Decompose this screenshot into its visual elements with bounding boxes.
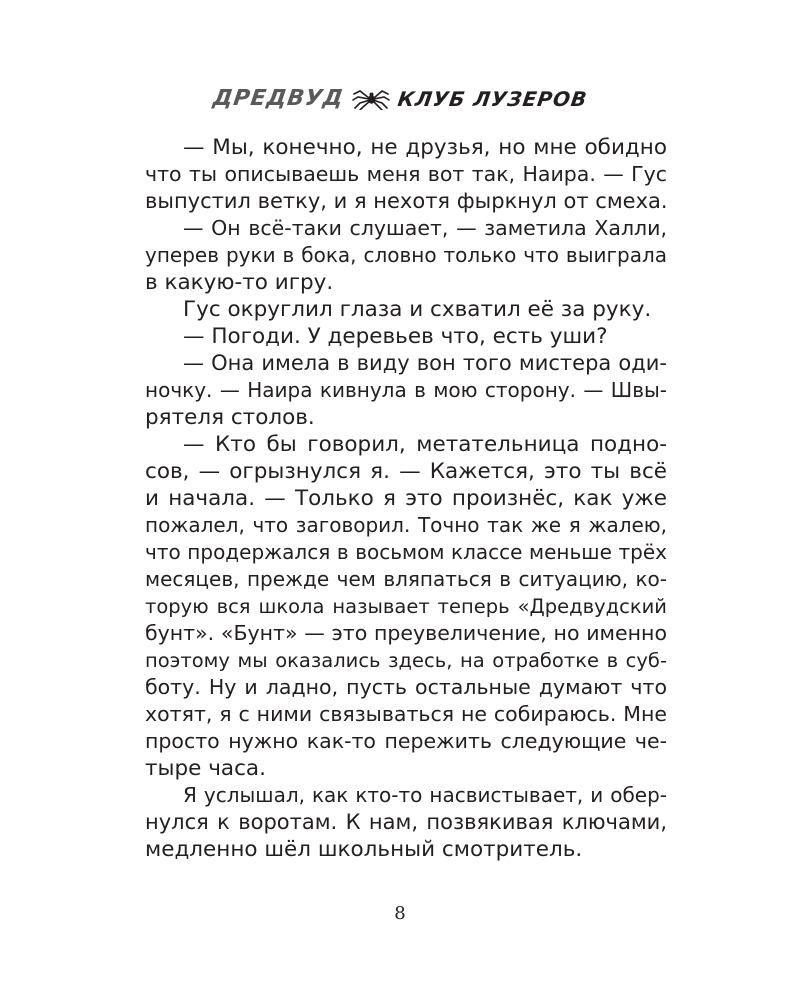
text-line: что ты описываешь меня вот так, Наира. — Гус <box>145 162 667 186</box>
text-line: уперев руки в бока, словно только что выиграла <box>145 243 667 267</box>
text-line: нулся к воротам. К нам, позвякивая ключами, <box>145 810 667 834</box>
text-line: бунт». «Бунт» — это преувеличение, но именно <box>145 621 667 645</box>
text-line: хотят, я с ними связываться не собираюсь. Мне <box>145 702 667 726</box>
text-line: боту. Ну и ладно, пусть остальные думают что <box>145 675 667 699</box>
text-line: и начала. — Только я это произнёс, как уже <box>145 486 667 511</box>
text-line: медленно шёл школьный смотритель. <box>145 837 583 862</box>
text-line: — Он всё-таки слушает, — заметила Халли, <box>183 216 667 240</box>
text-line: поэтому мы оказались здесь, на отработке в суб- <box>145 649 667 672</box>
text-line: что продержался в восьмом классе меньше трёх <box>145 540 667 564</box>
book-title: КЛУБ ЛУЗЕРОВ <box>395 86 589 111</box>
series-title: ДРЕДВУД <box>211 86 346 111</box>
text-line: просто нужно как-то пережить следующие че- <box>145 729 667 753</box>
text-line: рятеля столов. <box>145 405 315 430</box>
running-header <box>0 86 800 111</box>
text-line: — Мы, конечно, не друзья, но мне обидно <box>183 135 667 160</box>
text-line: — Она имела в виду вон того мистера оди- <box>183 351 667 375</box>
body-text <box>145 134 667 863</box>
text-line: выпустил ветку, и я нехотя фыркнул от смеха. <box>145 189 668 213</box>
spider-icon <box>352 88 390 110</box>
text-line: пожалел, что заговорил. Точно так же я жалею, <box>145 513 667 537</box>
text-line: в какую-то игру. <box>145 270 334 295</box>
text-line: Я услышал, как кто-то насвистывает, и обер- <box>183 783 667 807</box>
text-line: сов, — огрызнулся я. — Кажется, это ты всё <box>145 459 667 484</box>
page-number: 8 <box>394 903 406 924</box>
text-line: торую вся школа называет теперь «Дредвудский <box>145 595 667 618</box>
text-line: месяцев, прежде чем вляпаться в ситуацию, ко- <box>145 567 667 591</box>
text-line: ночку. — Наира кивнула в мою сторону. — Швы- <box>145 378 667 402</box>
text-line: — Погоди. У деревьев что, есть уши? <box>183 324 608 349</box>
text-line: — Кто бы говорил, метательница подно- <box>183 432 667 457</box>
text-line: тыре часа. <box>145 756 266 781</box>
text-line: Гус округлил глаза и схватил её за руку. <box>183 297 652 322</box>
